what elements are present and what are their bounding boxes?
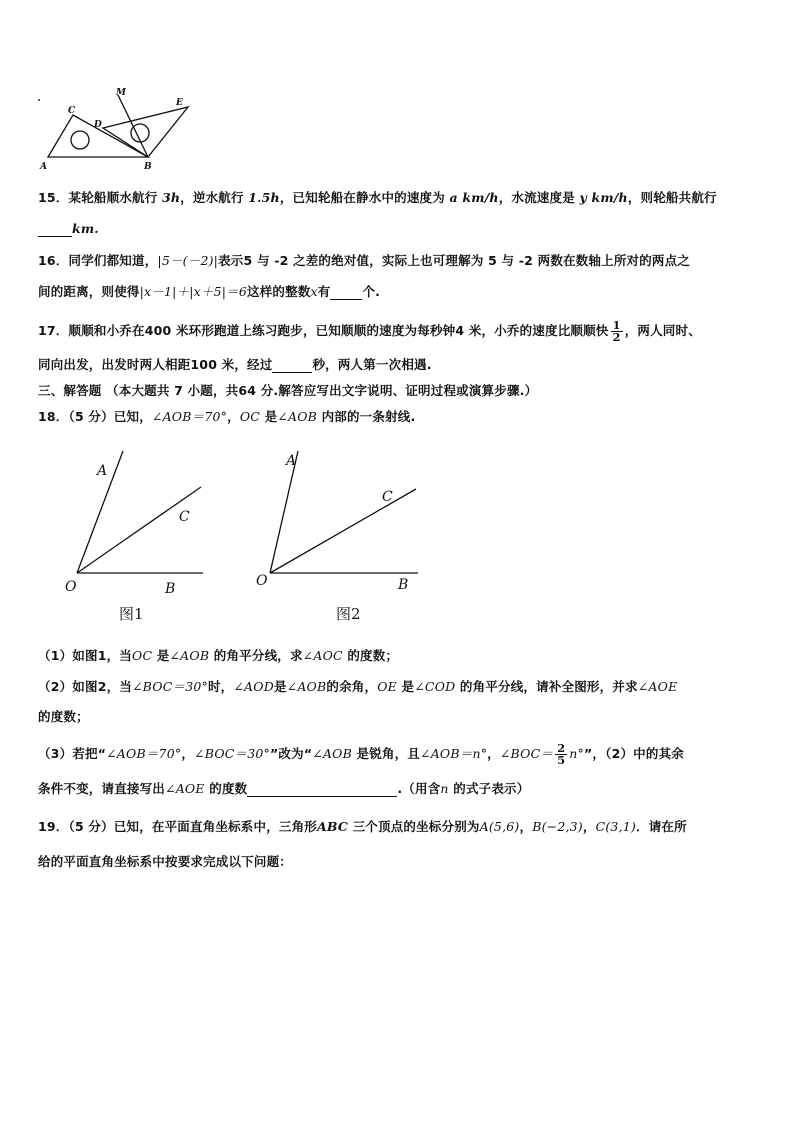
question-18-line1: 18．（5 分）已知，∠AOB＝70°，OC 是∠AOB 内部的一条射线. bbox=[38, 409, 416, 424]
question-16-line1: 16．同学们都知道，|5－(－2)|表示5 与 -2 之差的绝对值，实际上也可理解为 5 与 -2 两数在数轴上所对的两点之 bbox=[38, 253, 691, 268]
fig2-label-a: A bbox=[286, 453, 297, 469]
question-15-line2: km. bbox=[38, 221, 99, 237]
triangle-figure bbox=[30, 85, 200, 180]
question-18-part2-line2: 的度数； bbox=[38, 709, 89, 724]
answer-blank-15[interactable] bbox=[38, 224, 72, 237]
question-18-part2-line1: （2）如图2，当∠BOC＝30°时，∠AOD是∠AOB的余角，OE 是∠COD 的角平分线，请补全图形，并求∠AOE bbox=[38, 679, 678, 694]
label-e: E bbox=[176, 98, 183, 108]
fig1-caption: 图1 bbox=[119, 605, 144, 623]
question-18-part3-line1: （3）若把“∠AOB＝70°，∠BOC＝30°”改为“∠AOB 是锐角，且∠AOB＝n°，∠BOC＝ $\frac{2}{5}$ n°”，（2）中的其余 bbox=[38, 741, 684, 767]
question-18-part1: （1）如图1，当OC 是∠AOB 的角平分线，求∠AOC 的度数； bbox=[38, 648, 399, 663]
fig2-label-o: O bbox=[256, 573, 268, 589]
fig1-label-a: A bbox=[97, 463, 108, 479]
label-a: A bbox=[40, 162, 47, 172]
label-m: M bbox=[116, 88, 126, 98]
question-17-line1: 17．顺顺和小乔在400 米环形跑道上练习跑步，已知顺顺的速度为每秒钟4 米，小乔的速度比顺顺快 $\frac{1}{2}$ ，两人同时、 bbox=[38, 318, 701, 344]
angle-figure-2 bbox=[250, 445, 430, 630]
fig1-label-b: B bbox=[165, 581, 176, 597]
fig2-caption: 图2 bbox=[336, 605, 361, 623]
angle-figure-1 bbox=[55, 445, 225, 630]
question-17-line2: 同向出发，出发时两人相距100 米，经过 秒，两人第一次相遇. bbox=[38, 357, 432, 372]
question-19-line2: 给的平面直角坐标系中按要求完成以下问题： bbox=[38, 854, 293, 869]
answer-blank-16[interactable] bbox=[330, 287, 362, 300]
label-b: B bbox=[144, 162, 152, 172]
fig1-label-o: O bbox=[65, 579, 77, 595]
fraction-two-fifths: $\frac{2}{5}$ bbox=[557, 741, 566, 767]
section-heading: 三、解答题 （本大题共 7 小题，共64 分.解答应写出文字说明、证明过程或演算步骤.） bbox=[38, 383, 538, 398]
question-18-part3-line2: 条件不变，请直接写出∠AOE 的度数 .（用含n 的式子表示） bbox=[38, 781, 530, 796]
question-15-line1: 15．某轮船顺水航行 3h，逆水航行 1.5h，已知轮船在静水中的速度为 a km/h，水流速度是 y km/h，则轮船共航行 bbox=[38, 190, 717, 205]
label-c: C bbox=[68, 106, 76, 116]
fig2-label-b: B bbox=[398, 577, 409, 593]
fraction-one-half: $\frac{1}{2}$ bbox=[612, 318, 621, 344]
fig1-label-c: C bbox=[179, 509, 190, 525]
answer-blank-17[interactable] bbox=[272, 360, 312, 373]
fig2-label-c: C bbox=[382, 489, 393, 505]
question-16-line2: 间的距离，则使得|x－1|＋|x＋5|＝6这样的整数x有 个. bbox=[38, 284, 381, 299]
label-d: D bbox=[94, 120, 102, 130]
answer-blank-18[interactable] bbox=[247, 784, 397, 797]
question-19-line1: 19．（5 分）已知，在平面直角坐标系中，三角形ABC 三个顶点的坐标分别为A(5,6)，B(−2,3)，C(3,1)．请在所 bbox=[38, 819, 687, 834]
